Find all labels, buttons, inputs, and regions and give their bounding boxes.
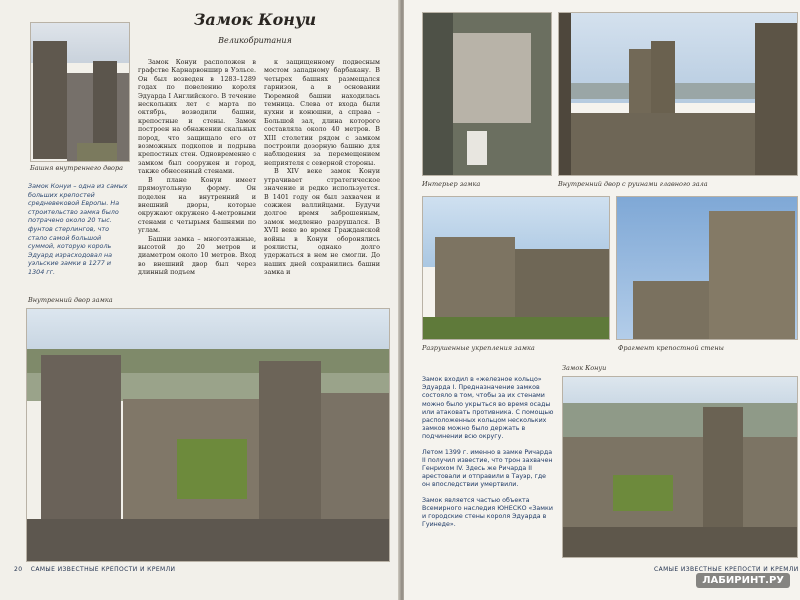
caption-inner-tower: Башня внутреннего двора bbox=[30, 164, 123, 172]
photo-courtyard-large bbox=[26, 308, 390, 562]
caption-courtyard: Внутренний двор замка bbox=[28, 296, 113, 304]
page-number: 20 bbox=[14, 566, 23, 573]
left-footer bbox=[14, 566, 175, 573]
paragraph: В плане Конуи имеет прямоугольную форму. Он поделен на внутренний и внешний дворы, которые окружают окружено 4-метровыми стенами с четырьмя башнями по углам. bbox=[138, 175, 256, 235]
info-paragraph: Замок является частью объекта Всемирного наследия ЮНЕСКО «Замки и городские стены короля Эдуарда в Гуинеде». bbox=[422, 496, 553, 529]
info-paragraph: Замок входил в «железное кольцо» Эдуарда I. Предназначение замков состояло в том, чтобы за их стенами можно было укрыться во время осады или атаковать противника. С помощью расположенных кольцом нескольких замков можно было держать в подчинении всю округу. bbox=[422, 376, 554, 441]
text-column-1 bbox=[138, 58, 256, 277]
photo-castle-main bbox=[562, 376, 798, 558]
paragraph: В XIV веке замок Конуи утрачивает стратегическое значение и редко используется. В 1401 году он был захвачен и сожжен валлийцами. Будучи долгое время заброшенным, замок медленно разрушался. В XVII веке во время Гражданской войны в Конуи оборонялись роялисты, однако долго удержаться в нем не смогли. До наших дней сохранились башни замка и bbox=[264, 167, 380, 277]
caption-interior: Интерьер замка bbox=[422, 180, 481, 188]
info-paragraph: Летом 1399 г. именно в замке Ричарда II получил известие, что трон захвачен Генрихом IV. Здесь же Ричарда II арестовали и отправили в Тауэр, где он впоследствии умертвили. bbox=[422, 448, 553, 489]
photo-interior bbox=[422, 12, 552, 176]
page-title: Замок Конуи bbox=[193, 10, 317, 29]
text-column-2 bbox=[264, 58, 380, 277]
caption-courtyard-ruins: Внутренний двор с руинами главного зала bbox=[558, 180, 708, 188]
footer-title: САМЫЕ ИЗВЕСТНЫЕ КРЕПОСТИ И КРЕМЛИ bbox=[30, 566, 176, 573]
caption-main-castle: Замок Конуи bbox=[562, 364, 607, 372]
paragraph: Замок Конуи расположен в графстве Карнарвоншир в Уэльсе. Он был возведен в 1283–1289 годах по повелению короля Эдуарда I Английского. В течение нескольких лет с марта по октябрь, возводили башни, крепостные и стены. Замок построен на обнажении скальных пород, что защищало его от возможных подкопов и подрыва крепостных стен. Одновременно с замком был сооружен и город, также обнесенный стенами. bbox=[138, 58, 256, 176]
photo-wall-fragment bbox=[616, 196, 798, 340]
caption-ruined-fortifications: Разрушенные укрепления замка bbox=[422, 344, 535, 352]
side-note: Замок Конуи – одна из самых больших крепостей средневековой Европы. На строительство замка было потрачено около 20 тыс. фунтов стерлингов, что стало самой большой суммой, которую король Эдуард израсходовал на уэльские замки в 1277 и 1304 гг. bbox=[28, 182, 128, 276]
caption-wall-fragment: Фрагмент крепостной стены bbox=[618, 344, 724, 352]
info-box bbox=[422, 376, 554, 536]
photo-ruined-fortifications bbox=[422, 196, 610, 340]
page-subtitle: Великобритания bbox=[218, 36, 292, 45]
right-footer: САМЫЕ ИЗВЕСТНЫЕ КРЕПОСТИ И КРЕМЛИ bbox=[654, 566, 799, 573]
watermark-logo: ЛАБИРИНТ.РУ bbox=[696, 573, 790, 588]
photo-courtyard-ruins bbox=[558, 12, 798, 176]
right-page bbox=[404, 0, 800, 600]
photo-inner-tower bbox=[30, 22, 130, 162]
paragraph: к защищенному подвесным мостом западному барбакану. В четырех башнях размещался гарнизон, а в основании Тюремной башни находилась темница. Слева от входа были кухни и конюшни, а справа – Большой зал, длина которого составляла около 40 метров. В XIII столетии рядом с замком построили дозорную башню для наблюдения за перемещением неприятеля с северной стороны. bbox=[264, 58, 380, 167]
paragraph: Башни замка – многоэтажные, высотой до 20 метров и диаметром около 10 метров. Вход во внешний двор был через длинный подъем bbox=[138, 234, 256, 277]
